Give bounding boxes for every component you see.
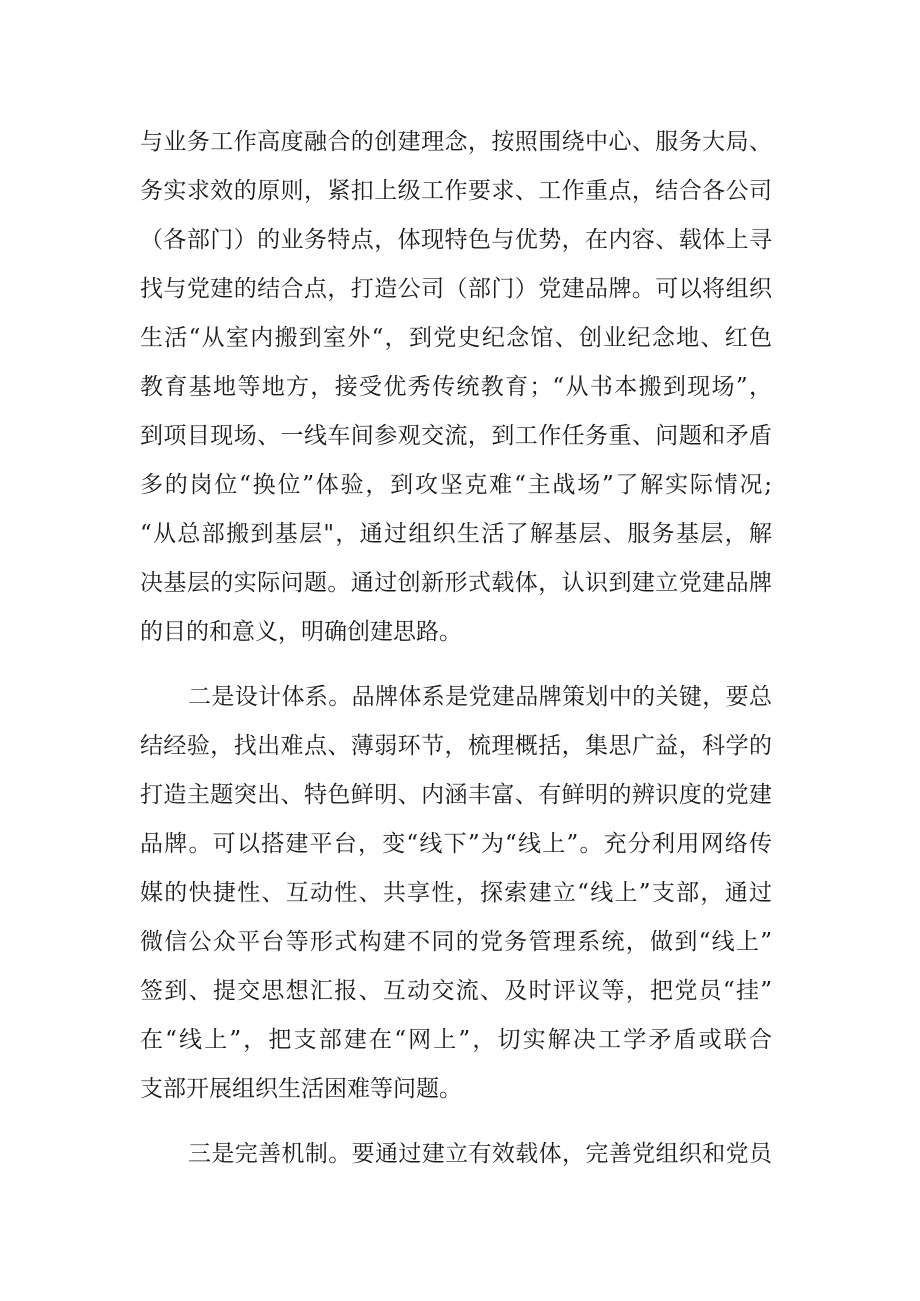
text-line: 在“线上”，把支部建在“网上”，切实解决工学矛盾或联合 [140,1027,772,1053]
text-line: 品牌。可以搭建平台，变“线下”为“线上”。充分利用网络传 [140,831,772,857]
text-line: 微信公众平台等形式构建不同的党务管理系统，做到“线上” [140,929,772,955]
text-line: 的目的和意义，明确创建思路。 [140,619,462,645]
paragraph-3 [140,1130,772,1179]
text-line: 找与党建的结合点，打造公司（部门）党建品牌。可以将组织 [140,276,772,302]
text-line: 支部开展组织生活困难等问题。 [140,1076,462,1102]
paragraph-2 [140,673,772,1114]
text-line: 务实求效的原则，紧扣上级工作要求、工作重点，结合各公司 [140,178,772,204]
text-line: 与业务工作高度融合的创建理念，按照围绕中心、服务大局、 [140,129,772,155]
paragraph-gap [140,1114,772,1130]
text-line: 二是设计体系。品牌体系是党建品牌策划中的关键，要总 [188,684,772,710]
text-line: 媒的快捷性、互动性、共享性，探索建立“线上”支部，通过 [140,880,772,906]
text-line: “从总部搬到基层"，通过组织生活了解基层、服务基层，解 [140,521,772,547]
text-line: 决基层的实际问题。通过创新形式载体，认识到建立党建品牌 [140,570,772,596]
text-line: 打造主题突出、特色鲜明、内涵丰富、有鲜明的辨识度的党建 [140,782,772,808]
document-body [140,118,772,1179]
text-line: 三是完善机制。要通过建立有效载体，完善党组织和党员 [188,1141,772,1167]
text-line: 结经验，找出难点、薄弱环节，梳理概括，集思广益，科学的 [140,733,772,759]
text-line: 多的岗位“换位”体验，到攻坚克难“主战场”了解实际情况; [140,472,772,498]
text-line: 教育基地等地方，接受优秀传统教育；“从书本搬到现场”， [140,374,772,400]
text-line: 到项目现场、一线车间参观交流，到工作任务重、问题和矛盾 [140,423,772,449]
text-line: （各部门）的业务特点，体现特色与优势，在内容、载体上寻 [140,227,772,253]
text-line: 签到、提交思想汇报、互动交流、及时评议等，把党员“挂” [140,978,772,1004]
text-line: 生活“从室内搬到室外“，到党史纪念馆、创业纪念地、红色 [140,325,772,351]
paragraph-gap [140,657,772,673]
paragraph-1 [140,118,772,657]
